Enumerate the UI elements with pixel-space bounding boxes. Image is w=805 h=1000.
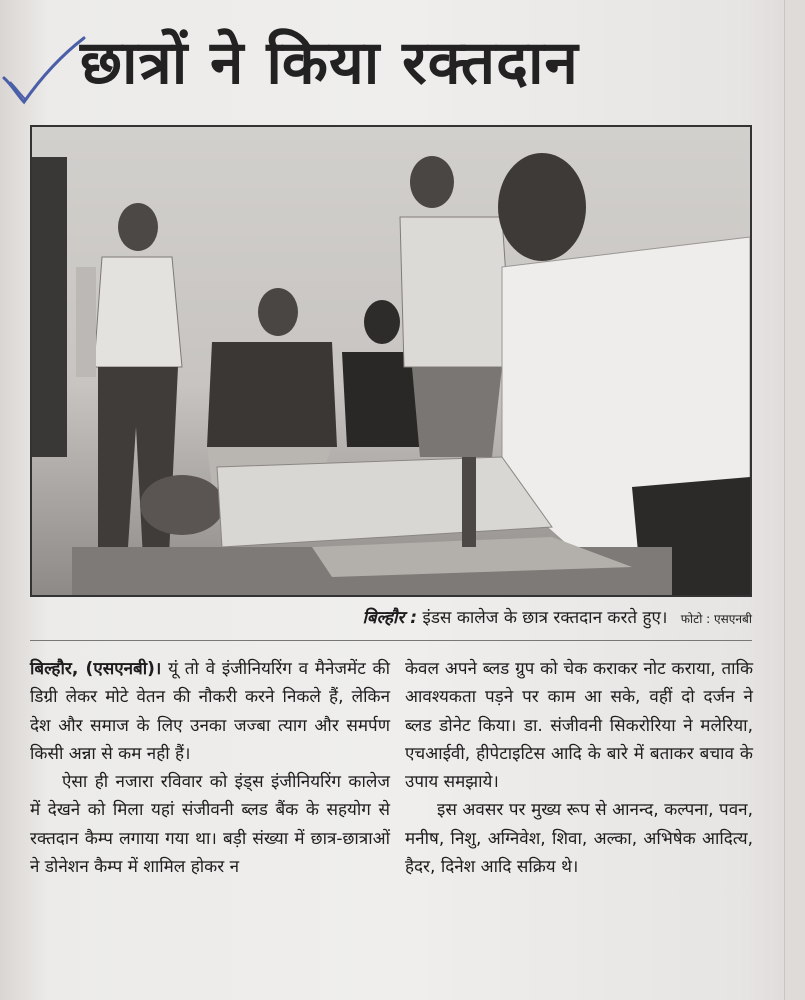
photo-credit: फोटो : एसएनबी [680, 612, 752, 626]
news-photo [30, 125, 752, 597]
adjacent-column-edge [784, 0, 805, 1000]
article-paragraph: केवल अपने ब्लड ग्रुप को चेक कराकर नोट कराया, ताकि आवश्यकता पड़ने पर काम आ सके, वहीं दो दर्जन ने ब्लड डोनेट किया। डा. संजीवनी सिकरोरिया ने मलेरिया, एचआईवी, हीपेटाइटिस आदि के बारे में बताकर बचाव के उपाय समझाये। [405, 659, 753, 793]
article-column-2 [405, 655, 753, 881]
pen-tick-mark [0, 30, 90, 110]
paragraph-text: यूं तो वे इंजीनियरिंग व मैनेजमेंट की डिग्री लेकर मोटे वेतन की नौकरी करने निकले हैं, लेकिन देश और समाज के लिए उनका जज्बा त्याग और समर्पण किसी अन्ना से कम नही हैं। [30, 659, 390, 764]
divider [30, 640, 752, 641]
article-paragraph [30, 655, 390, 768]
caption-place: बिल्हौर : [362, 608, 418, 628]
dateline: बिल्हौर, (एसएनबी)। [30, 659, 162, 679]
headline: छात्रों ने किया रक्तदान [80, 28, 579, 98]
caption-text: इंडस कालेज के छात्र रक्तदान करते हुए। [422, 608, 668, 628]
article-paragraph: इस अवसर पर मुख्य रूप से आनन्द, कल्पना, पवन, मनीष, निशु, अग्निवेश, शिवा, अल्का, अभिषेक आदित्य, हैदर, दिनेश आदि सक्रिय थे। [405, 800, 753, 878]
photo-caption [30, 603, 752, 633]
article-paragraph: ऐसा ही नजारा रविवार को इंड्स इंजीनियरिंग कालेज में देखने को मिला यहां संजीवनी ब्लड बैंक के सहयोग से रक्तदान कैम्प लगाया गया था। बड़ी संख्या में छात्र-छात्राओं ने डोनेशन कैम्प में शामिल होकर न [30, 772, 390, 878]
article-column-1 [30, 655, 390, 881]
